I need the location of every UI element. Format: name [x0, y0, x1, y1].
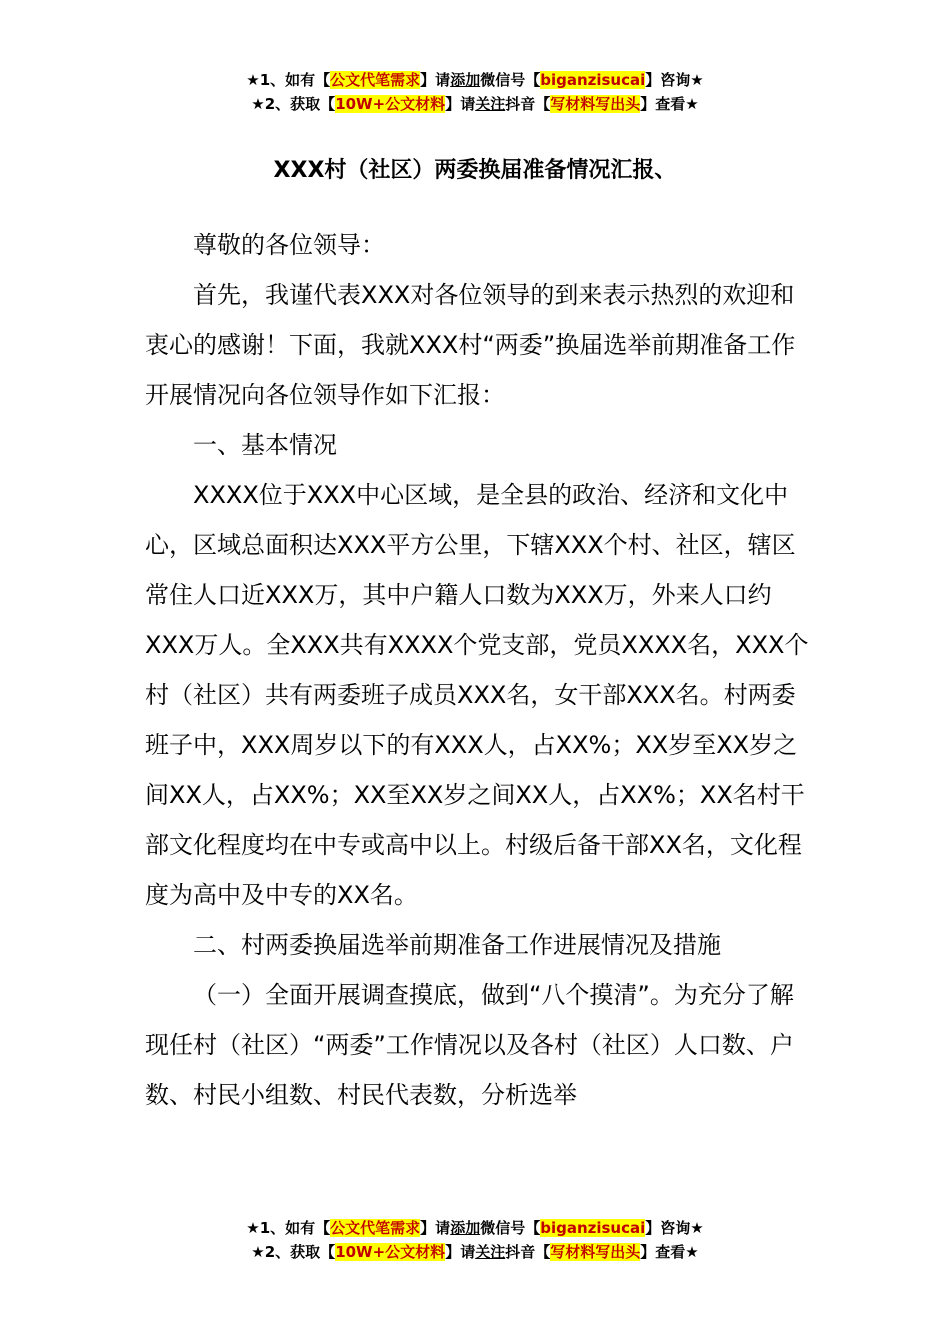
promo-text: 】请 [420, 1219, 451, 1237]
body-paragraph: 首先，我谨代表XXX对各位领导的到来表示热烈的欢迎和衷心的感谢！下面，我就XXX村“两委”换届选举前期准备工作开展情况向各位领导作如下汇报： [145, 281, 796, 409]
promo-text: 微信号【 [480, 71, 541, 89]
promo-douyin-id: 写材料写出头 [550, 95, 641, 113]
promo-douyin-id: 写材料写出头 [550, 1243, 641, 1261]
promo-underline: 关注 [475, 95, 506, 113]
promo-line-2 [0, 92, 950, 116]
promo-highlight: 10W+公文材料 [335, 1243, 446, 1261]
promo-wechat-id: biganzisucai [540, 1219, 646, 1237]
promo-line-1 [0, 1216, 950, 1240]
promo-highlight: 10W+公文材料 [335, 95, 446, 113]
body-paragraph: XXXX位于XXX中心区域，是全县的政治、经济和文化中心，区域总面积达XXX平方公里，下辖XXX个村、社区，辖区常住人口近XXX万，其中户籍人口数为XXX万，外来人口约XXX万人。全XXX共有XXXX个党支部，党员XXXX名，XXX个村（社区）共有两委班子成员XXX名，女干部XXX名。村两委班子中，XXX周岁以下的有XXX人，占XX%；XX岁至XX岁之间XX人，占XX%；XX至XX岁之间XX人，占XX%；XX名村干部文化程度均在中专或高中以上。村级后备干部XX名，文化程度为高中及中专的XX名。 [145, 481, 809, 909]
promo-highlight: 公文代笔需求 [330, 71, 421, 89]
promo-text: 】请 [445, 1243, 476, 1261]
promo-underline: 添加 [450, 1219, 481, 1237]
promo-underline: 添加 [450, 71, 481, 89]
header-promo-banner [0, 68, 950, 116]
section-heading: 二、村两委换届选举前期准备工作进展情况及措施 [193, 931, 721, 959]
promo-line-1 [0, 68, 950, 92]
promo-line-2 [0, 1240, 950, 1264]
promo-text: 】请 [420, 71, 451, 89]
promo-text: 】请 [445, 95, 476, 113]
promo-wechat-id: biganzisucai [540, 71, 646, 89]
promo-highlight: 公文代笔需求 [330, 1219, 421, 1237]
document-title: XXX村（社区）两委换届准备情况汇报、 [273, 158, 677, 183]
section-heading: 一、基本情况 [193, 431, 337, 459]
promo-text: 微信号【 [480, 1219, 541, 1237]
promo-text: ★1、如有【 [246, 1219, 331, 1237]
footer-promo-banner [0, 1216, 950, 1264]
promo-text: 抖音【 [505, 1243, 551, 1261]
document-body [145, 220, 813, 1120]
promo-text: 】咨询★ [645, 71, 704, 89]
promo-text: ★1、如有【 [246, 71, 331, 89]
promo-text: 抖音【 [505, 95, 551, 113]
body-paragraph: （一）全面开展调查摸底，做到“八个摸清”。为充分了解现任村（社区）“两委”工作情况以及各村（社区）人口数、户数、村民小组数、村民代表数，分析选举 [145, 981, 794, 1109]
promo-text: ★2、获取【 [251, 95, 336, 113]
promo-underline: 关注 [475, 1243, 506, 1261]
promo-text: 】查看★ [640, 1243, 699, 1261]
salutation: 尊敬的各位领导： [193, 231, 385, 259]
promo-text: 】咨询★ [645, 1219, 704, 1237]
promo-text: ★2、获取【 [251, 1243, 336, 1261]
promo-text: 】查看★ [640, 95, 699, 113]
